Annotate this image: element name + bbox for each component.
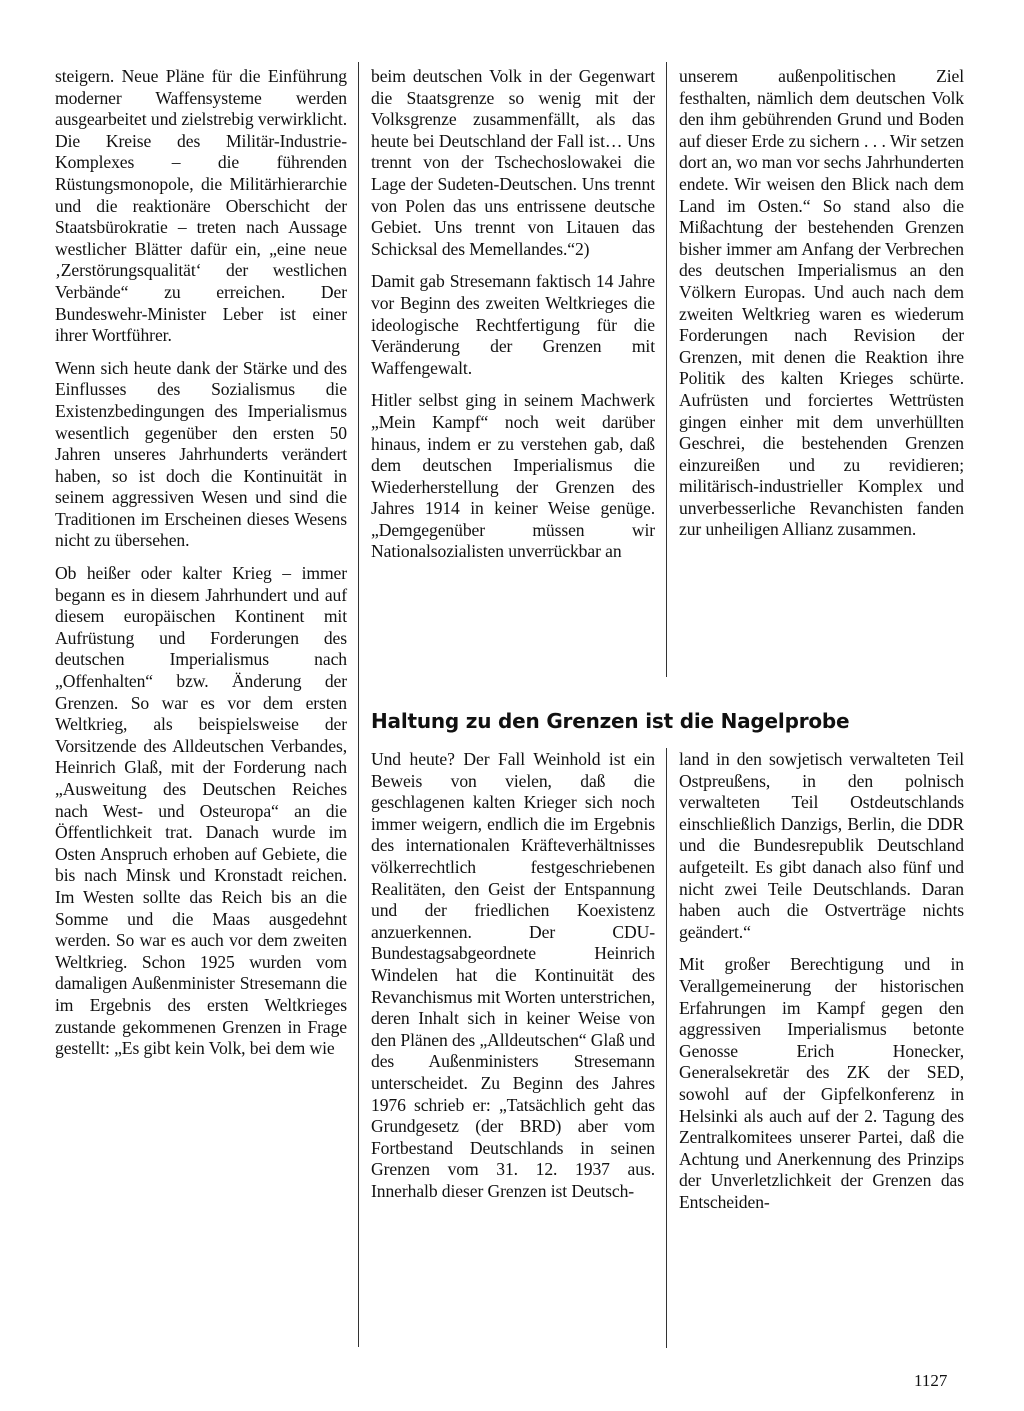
paragraph: steigern. Neue Pläne für die Einführung moderner Waffensysteme werden ausgearbeitet und zielstrebig verwirklicht. Die Kreise des Militär-Industrie-Komplexes – die führenden Rüstungsmonopole, die Militärhierarchie und die reaktionäre Oberschicht der Staatsbürokratie – treten nach Aussage westlicher Blätter dafür ein, „eine neue ‚Zerstörungsqualität‘ der westlichen Verbände“ zu erreichen. Der Bundeswehr-Minister Leber ist einer ihrer Wortführer.	[55, 66, 347, 346]
paragraph: Hitler selbst ging in seinem Machwerk „Mein Kampf“ noch weit darüber hinaus, indem er zu verstehen gab, daß dem deutschen Imperialismus die Wiederherstellung der Grenzen des Jahres 1914 in keiner Weise genüge. „Demgegenüber müssen wir Nationalsozialisten unverrückbar an	[371, 390, 655, 562]
column-divider	[666, 748, 667, 1348]
column-divider	[666, 62, 667, 677]
paragraph: Ob heißer oder kalter Krieg – immer begann es in diesem Jahrhundert und auf diesem europäischen Kontinent mit Aufrüstung und Forderungen des deutschen Imperialismus nach „Offenhalten“ bzw. Änderung der Grenzen. So war es vor dem ersten Weltkrieg, als beispielsweise der Vorsitzende des Alldeutschen Verbandes, Heinrich Glaß, mit der Forderung nach „Ausweitung des Deutschen Reiches nach West- und Osteuropa“ an die Öffentlichkeit trat. Danach wurde im Osten Anspruch erhoben auf Gebiete, die bis nach Minsk und Kronstadt reichen. Im Westen sollte das Reich bis an die Somme und die Maas ausgedehnt werden. So war es auch vor dem zweiten Weltkrieg. Schon 1925 wurden vom damaligen Außenminister Stresemann die im Ergebnis des ersten Weltkrieges zustande gekommenen Grenzen in Frage gestellt: „Es gibt kein Volk, bei dem wie	[55, 563, 347, 1059]
paragraph: land in den sowjetisch verwalteten Teil Ostpreußens, in den polnisch verwalteten Teil Ostdeutschlands einschließlich Danzigs, Berlin, die DDR und die Bundesrepublik Deutschland aufgeteilt. Es gibt danach also fünf und nicht zwei Teile Deutschlands. Daran haben auch die Ostverträge nichts geändert.“	[679, 749, 964, 942]
paragraph: Wenn sich heute dank der Stärke und des Einflusses des Sozialismus die Existenzbedingungen des Imperialismus wesentlich gegenüber den ersten 50 Jahren unseres Jahrhunderts verändert haben, so ist doch die Kontinuität in seinem aggressiven Wesen und sind die Traditionen im Erscheinen dieses Wesens nicht zu übersehen.	[55, 357, 347, 551]
page-number: 1127	[914, 1371, 948, 1390]
paragraph: Und heute? Der Fall Weinhold ist ein Beweis von vielen, daß die geschlagenen kalten Krieger sich noch immer weigern, endlich die im Ergebnis des internationalen Kräfteverhältnisses völkerrechtlich festgeschriebenen Realitäten, den Geist der Entspannung und der friedlichen Koexistenz anzuerkennen. Der CDU-Bundestagsabgeordnete Heinrich Windelen hat die Kontinuität des Revanchismus mit Worten unterstrichen, deren Inhalt sich in keiner Weise von den Plänen des „Alldeutschen“ Glaß und des Außenministers Stresemann unterscheidet. Zu Beginn des Jahres 1976 schrieb er: „Tatsächlich geht das Grundgesetz (der BRD) aber vom Fortbestand Deutschlands in seinen Grenzen vom 31. 12. 1937 aus. Innerhalb dieser Grenzen ist Deutsch-	[371, 749, 655, 1201]
text-column-2	[371, 66, 655, 574]
text-column-4	[371, 749, 655, 1213]
text-column-3	[679, 66, 964, 552]
paragraph: unserem außenpolitischen Ziel festhalten, nämlich dem deutschen Volk den ihm gebührenden Grund und Boden auf dieser Erde zu sichern . . . Wir setzen dort an, wo man vor sechs Jahrhunderten endete. Wir weisen den Blick nach dem Land im Osten.“ So stand also die Mißachtung der bestehenden Grenzen bisher immer am Anfang der Verbrechen des deutschen Imperialismus an den Völkern Europas. Und auch nach dem zweiten Weltkrieg waren es wiederum Forderungen nach Revision der Grenzen, mit denen die Reaktion ihre Politik des kalten Krieges schürte. Aufrüsten und forciertes Wettrüsten gingen einher mit dem unverhüllten Geschrei, die bestehenden Grenzen einzureißen und zu revidieren; militärisch-industrieller Komplex und unverbesserliche Revanchisten fanden zur unheiligen Allianz zusammen.	[679, 66, 964, 540]
text-column-5	[679, 749, 964, 1224]
paragraph: beim deutschen Volk in der Gegenwart die Staatsgrenze so wenig mit der Volksgrenze zusammenfällt, als das heute bei Deutschland der Fall ist… Uns trennt von der Tschechoslowakei die Lage der Sudeten-Deutschen. Uns trennt von Polen das uns entrissene deutsche Gebiet. Uns trennt von Litauen das Schicksal des Memellandes.“2)	[371, 66, 655, 259]
column-divider	[358, 62, 359, 1347]
text-column-1	[55, 66, 347, 1071]
paragraph: Mit großer Berechtigung und in Verallgemeinerung der historischen Erfahrungen im Kampf gegen den aggressiven Imperialismus betonte Genosse Erich Honecker, Generalsekretär des ZK der SED, sowohl auf der Gipfelkonferenz in Helsinki als auch auf der 2. Tagung des Zentralkomitees unserer Partei, daß die Achtung und Anerkennung des Prinzips der Unverletzlichkeit der Grenzen das Entscheiden-	[679, 954, 964, 1212]
section-heading: Haltung zu den Grenzen ist die Nagelprobe	[371, 709, 850, 733]
paragraph: Damit gab Stresemann faktisch 14 Jahre vor Beginn des zweiten Weltkrieges die ideologische Rechtfertigung für die Veränderung der Grenzen mit Waffengewalt.	[371, 271, 655, 378]
